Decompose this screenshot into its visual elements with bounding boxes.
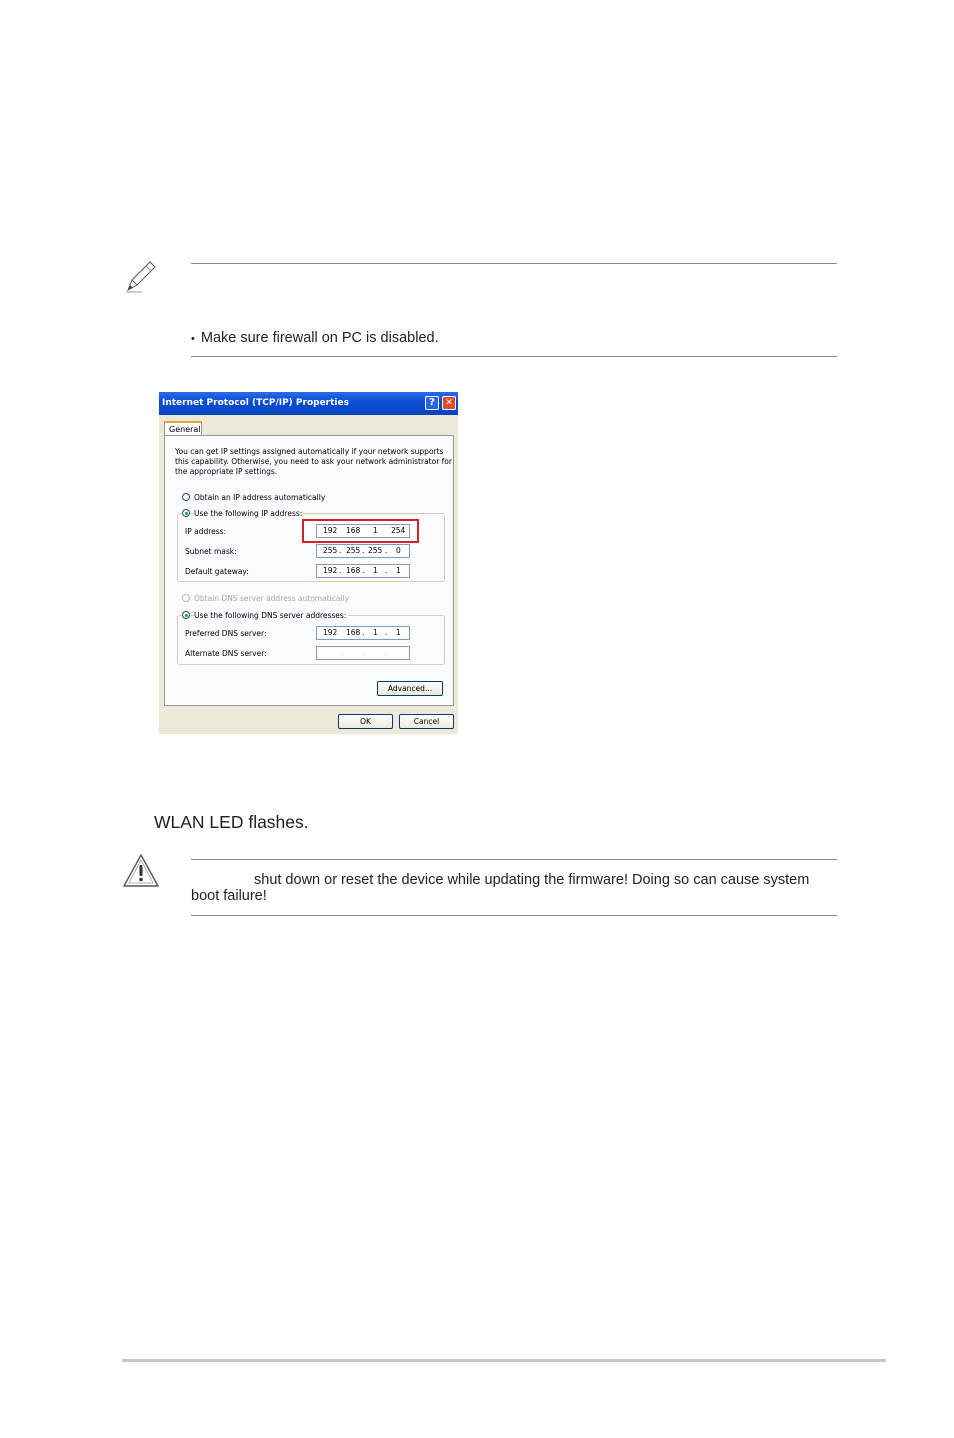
alt-dot-1: . (341, 648, 344, 657)
tab-general-label: General (169, 425, 201, 434)
gateway-dot-3: . (385, 566, 388, 575)
radio-use-dns-label: Use the following DNS server addresses: (194, 611, 347, 620)
note-bottom-rule (191, 356, 837, 357)
advanced-button[interactable]: Advanced... (377, 681, 443, 696)
warning-triangle-icon (122, 853, 160, 889)
pencil-note-icon (122, 258, 158, 294)
gateway-octet-1: 192 (323, 566, 338, 575)
alt-dot-3: . (385, 648, 388, 657)
default-gateway-field[interactable] (316, 564, 410, 578)
preferred-dns-label: Preferred DNS server: (185, 629, 267, 638)
default-gateway-label: Default gateway: (185, 567, 249, 576)
warning-top-rule (191, 859, 837, 860)
description-line-2: this capability. Otherwise, you need to ask your network administrator for (175, 457, 452, 466)
dns-octet-4: 1 (396, 628, 401, 637)
dns-octet-1: 192 (323, 628, 338, 637)
dns-octet-2: 168 (346, 628, 361, 637)
subnet-octet-2: 255 (346, 546, 361, 555)
warning-line-1: shut down or reset the device while updating the firmware! Doing so can cause system (254, 872, 810, 888)
alternate-dns-field[interactable] (316, 646, 410, 660)
dialog-titlebar (159, 392, 458, 415)
radio-use-dns[interactable] (182, 611, 190, 619)
subnet-octet-3: 255 (368, 546, 383, 555)
tab-general[interactable] (164, 421, 202, 436)
dialog-title: Internet Protocol (TCP/IP) Properties (162, 398, 349, 408)
wlan-led-text: WLAN LED flashes. (154, 812, 309, 832)
gateway-dot-2: . (362, 566, 365, 575)
radio-obtain-ip-label: Obtain an IP address automatically (194, 493, 326, 502)
cancel-button[interactable]: Cancel (399, 714, 454, 729)
alternate-dns-label: Alternate DNS server: (185, 649, 267, 658)
radio-use-ip[interactable] (182, 509, 190, 517)
ip-address-highlight-box (302, 519, 419, 543)
note-top-rule (191, 263, 837, 264)
subnet-mask-label: Subnet mask: (185, 547, 237, 556)
ip-octet-4: 254 (391, 526, 406, 535)
bullet-symbol: • (191, 333, 195, 345)
ip-octet-2: 168 (346, 526, 361, 535)
preferred-dns-field[interactable] (316, 626, 410, 640)
subnet-mask-field[interactable] (316, 544, 410, 558)
alt-dot-2: . (363, 648, 366, 657)
help-button[interactable]: ? (425, 396, 439, 410)
warning-line-2: boot failure! (191, 888, 267, 904)
subnet-dot-3: . (385, 546, 388, 555)
radio-obtain-ip[interactable] (182, 493, 190, 501)
description-line-3: the appropriate IP settings. (175, 467, 278, 476)
gateway-octet-2: 168 (346, 566, 361, 575)
dns-dot-4: . (385, 628, 388, 637)
dns-octet-3: 1 (373, 628, 378, 637)
description-line-1: You can get IP settings assigned automatically if your network supports (175, 447, 444, 456)
radio-obtain-dns[interactable] (182, 594, 190, 602)
gateway-octet-3: 1 (373, 566, 378, 575)
dns-dot-3: . (362, 628, 365, 637)
ip-octet-3: 1 (373, 526, 378, 535)
warning-bottom-rule (191, 915, 837, 916)
note-bullet (191, 330, 439, 348)
footer-rule (122, 1359, 886, 1362)
subnet-dot-1: . (339, 546, 342, 555)
subnet-octet-1: 255 (323, 546, 338, 555)
ok-button[interactable]: OK (338, 714, 393, 729)
tcpip-properties-dialog (159, 392, 458, 734)
subnet-dot-2: . (362, 546, 365, 555)
subnet-octet-4: 0 (396, 546, 401, 555)
bullet-text: Make sure firewall on PC is disabled. (200, 330, 439, 346)
general-panel (164, 435, 454, 706)
gateway-dot-1: . (339, 566, 342, 575)
close-button[interactable]: ✕ (442, 396, 456, 410)
radio-obtain-dns-label: Obtain DNS server address automatically (194, 594, 350, 603)
radio-use-ip-label: Use the following IP address: (194, 509, 303, 518)
gateway-octet-4: 1 (396, 566, 401, 575)
ip-octet-1: 192 (323, 526, 338, 535)
ip-address-label: IP address: (185, 527, 227, 536)
